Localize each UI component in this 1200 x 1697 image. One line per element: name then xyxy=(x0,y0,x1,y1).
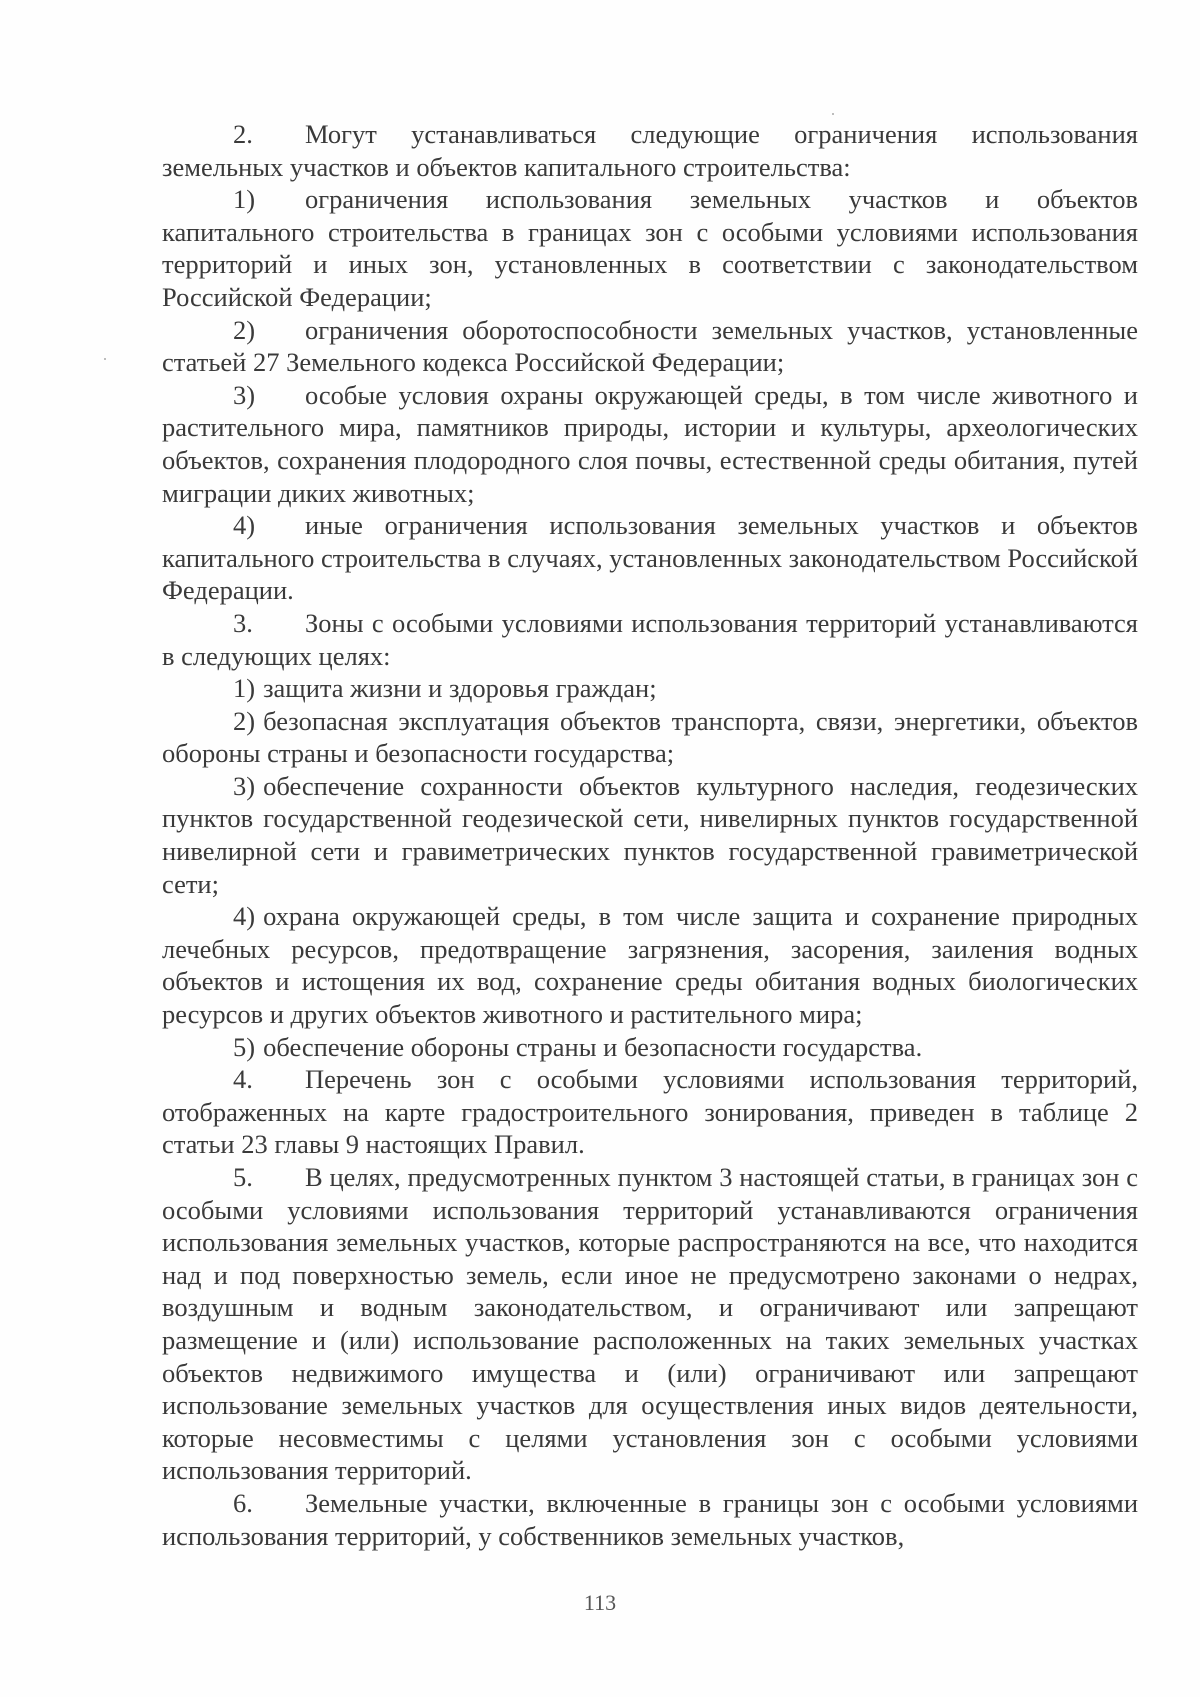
scan-speck xyxy=(832,113,834,115)
paragraph-5 xyxy=(162,1161,1138,1487)
paragraph-text: Земельные участки, включенные в границы зон с особыми условиями использования территорий, у собственников земельных участков, xyxy=(162,1487,1138,1551)
paragraph-2 xyxy=(162,118,1138,183)
list-item-text: обеспечение обороны страны и безопасности государства. xyxy=(263,1031,923,1062)
paragraph-6 xyxy=(162,1487,1138,1552)
page-number: 113 xyxy=(583,1590,617,1615)
item-number: 5. xyxy=(233,1162,253,1192)
item-number: 4. xyxy=(233,1064,253,1095)
item-number: 3) xyxy=(233,379,256,410)
list-item xyxy=(162,1031,1138,1064)
item-number: 1) xyxy=(233,673,256,704)
list-item xyxy=(162,314,1138,379)
item-number: 1) xyxy=(233,184,256,215)
list-item xyxy=(162,379,1138,509)
paragraph-4 xyxy=(162,1063,1138,1161)
paragraph-text: Могут устанавливаться следующие ограничения использования земельных участков и объектов капитального строительства: xyxy=(162,119,1138,182)
list-item-text: ограничения использования земельных участков и объектов капитального строительства в границах зон с особыми условиями использования территорий и иных зон, установленных в соответствии с законодательством Российской Федерации; xyxy=(162,184,1138,312)
list-item-text: ограничения оборотоспособности земельных участков, установленные статьей 27 Земельного кодекса Российской Федерации; xyxy=(162,314,1138,378)
paragraph-3 xyxy=(162,607,1138,672)
list-item-text: охрана окружающей среды, в том числе защита и сохранение природных лечебных ресурсов, предотвращение загрязнения, засорения, заиления водных объектов и истощения их вод, сохранение среды обитания водных биологических ресурсов и других объектов животного и растительного мира; xyxy=(162,901,1138,1030)
item-number: 3. xyxy=(233,607,253,638)
paragraph-text: В целях, предусмотренных пунктом 3 настоящей статьи, в границах зон с особыми условиями использования территорий устанавливаются ограничения использования земельных участков, которые распространяются на все, что находится над и под поверхностью земель, если иное не предусмотрено законами о недрах, воздушным и водным законодательством, и ограничивают или запрещают размещение и (или) использование расположенных на таких земельных участках объектов недвижимого имущества и (или) ограничивают или запрещают использование земельных участков для осуществления иных видов деятельности, которые несовместимы с целями установления зон с особыми условиями использования территорий. xyxy=(162,1162,1138,1486)
scan-speck xyxy=(104,358,106,360)
list-item-text: защита жизни и здоровья граждан; xyxy=(263,673,657,704)
list-item-text: безопасная эксплуатация объектов транспорта, связи, энергетики, объектов обороны страны и безопасности государства; xyxy=(162,705,1138,769)
list-item xyxy=(162,705,1138,770)
paragraph-text: Перечень зон с особыми условиями использования территорий, отображенных на карте градостроительного зонирования, приведен в таблице 2 статьи 23 главы 9 настоящих Правил. xyxy=(162,1064,1138,1160)
list-item-text: особые условия охраны окружающей среды, в том числе животного и растительного мира, памятников природы, истории и культуры, археологических объектов, сохранения плодородного слоя почвы, естественной среды обитания, путей миграции диких животных; xyxy=(162,379,1138,508)
item-number: 5) xyxy=(233,1031,256,1062)
list-item xyxy=(162,672,1138,705)
item-number: 4) xyxy=(233,901,256,932)
item-number: 2) xyxy=(233,314,256,345)
list-item xyxy=(162,900,1138,1030)
list-item xyxy=(162,183,1138,313)
list-item-text: иные ограничения использования земельных участков и объектов капитального строительства в случаях, установленных законодательством Российской Федерации. xyxy=(162,510,1138,606)
list-item-text: обеспечение сохранности объектов культурного наследия, геодезических пунктов государственной геодезической сети, нивелирных пунктов государственной нивелирной сети и гравиметрических пунктов государственной гравиметрической сети; xyxy=(162,770,1138,899)
item-number: 6. xyxy=(233,1487,253,1518)
list-item xyxy=(162,770,1138,900)
item-number: 2. xyxy=(233,119,253,149)
item-number: 4) xyxy=(233,510,256,541)
item-number: 3) xyxy=(233,770,256,801)
paragraph-text: Зоны с особыми условиями использования территорий устанавливаются в следующих целях: xyxy=(162,607,1138,671)
document-body xyxy=(162,118,1138,1552)
list-item xyxy=(162,509,1138,607)
item-number: 2) xyxy=(233,705,256,736)
